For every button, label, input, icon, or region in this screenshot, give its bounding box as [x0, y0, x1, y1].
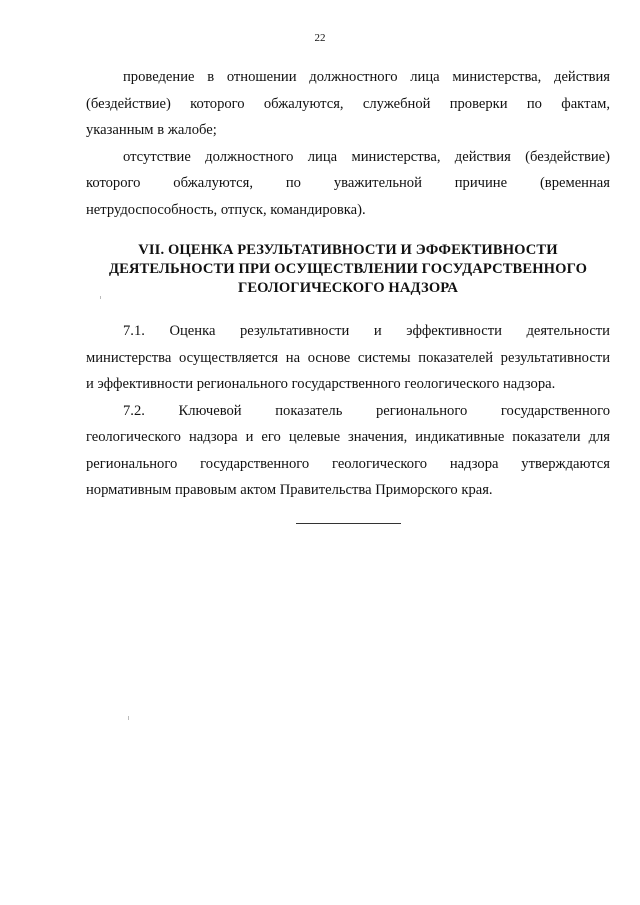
- paragraph-line: которого обжалуются, по уважительной причине (временная: [86, 175, 610, 191]
- paragraph-line: указанным в жалобе;: [86, 122, 217, 138]
- body-block-bottom: [86, 318, 610, 504]
- paragraph-line: отсутствие должностного лица министерства, действия (бездействие): [123, 148, 610, 165]
- section-heading: [86, 241, 610, 298]
- heading-line: ДЕЯТЕЛЬНОСТИ ПРИ ОСУЩЕСТВЛЕНИИ ГОСУДАРСТВЕННОГО: [108, 261, 588, 277]
- paragraph-line: нетрудоспособность, отпуск, командировка).: [86, 201, 366, 218]
- clause-line: и эффективности регионального государственного геологического надзора.: [86, 376, 556, 392]
- paragraph-2: [86, 144, 610, 224]
- clause-line: нормативным правовым актом Правительства Приморского края.: [86, 482, 493, 498]
- page-number: 22: [314, 32, 326, 44]
- clause-line: 7.2. Ключевой показатель регионального государственного: [123, 402, 610, 419]
- clause-line: министерства осуществляется на основе системы показателей результативности: [86, 349, 610, 366]
- scan-speck: [100, 296, 101, 299]
- clause-line: регионального государственного геологического надзора утверждаются: [86, 455, 610, 472]
- end-of-text-rule: [296, 523, 401, 524]
- paragraph-1: [86, 64, 610, 144]
- scan-speck: [128, 716, 129, 720]
- clause-7-1: [86, 318, 610, 398]
- heading-line: VII. ОЦЕНКА РЕЗУЛЬТАТИВНОСТИ И ЭФФЕКТИВНОСТИ: [138, 242, 558, 258]
- heading-line: ГЕОЛОГИЧЕСКОГО НАДЗОРА: [237, 280, 459, 296]
- clause-line: геологического надзора и его целевые значения, индикативные показатели для: [86, 429, 610, 445]
- paragraph-line: (бездействие) которого обжалуются, служебной проверки по фактам,: [86, 95, 610, 112]
- body-block-top: [86, 64, 610, 223]
- clause-line: 7.1. Оценка результативности и эффективности деятельности: [123, 323, 610, 339]
- paragraph-line: проведение в отношении должностного лица министерства, действия: [123, 69, 610, 85]
- clause-7-2: [86, 398, 610, 504]
